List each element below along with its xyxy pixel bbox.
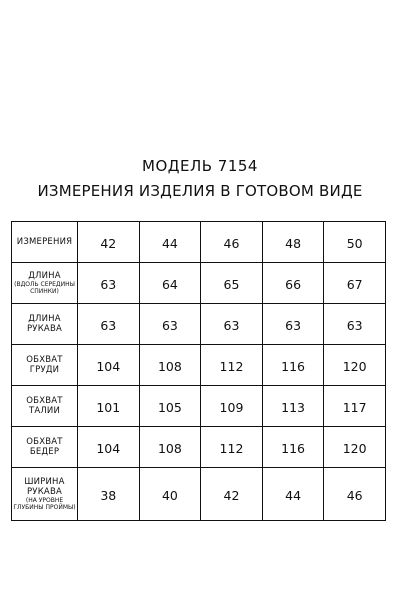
row-label (12, 345, 78, 386)
table-row (12, 345, 386, 386)
cell-value: 42 (223, 487, 240, 503)
cell-value: 63 (161, 317, 178, 333)
table-row (12, 263, 386, 304)
cell-value: 120 (342, 440, 367, 456)
row-sublabel-text: (ВДОЛЬ СЕРЕДИНЫ СПИНКИ) (14, 281, 75, 295)
value-cell (139, 386, 201, 427)
value-cell (78, 427, 140, 468)
row-label-text: ДЛИНА (28, 271, 61, 281)
cell-value: 113 (281, 399, 305, 415)
row-label-text: БЕДЕР (29, 447, 60, 457)
cell-value: 109 (219, 399, 244, 415)
value-cell (139, 345, 201, 386)
value-cell (139, 304, 201, 345)
table-row (12, 386, 386, 427)
size-value: 46 (223, 235, 240, 251)
size-cell (324, 222, 386, 263)
table-header-row (12, 222, 386, 263)
cell-value: 44 (285, 487, 302, 503)
cell-value: 66 (285, 276, 302, 292)
row-sublabel-text: (НА УРОВНЕ ГЛУБИНЫ ПРОЙМЫ) (13, 497, 76, 511)
value-cell (324, 345, 386, 386)
row-label-text: ГРУДИ (29, 365, 60, 375)
cell-value: 104 (96, 440, 121, 456)
value-cell (201, 345, 263, 386)
size-cell (262, 222, 324, 263)
size-value: 48 (285, 235, 302, 251)
cell-value: 63 (346, 317, 363, 333)
row-label-text: ТАЛИИ (28, 406, 61, 416)
size-value: 44 (161, 235, 178, 251)
value-cell (78, 345, 140, 386)
value-cell (324, 468, 386, 521)
value-cell (78, 304, 140, 345)
value-cell (201, 427, 263, 468)
row-label-text: ОБХВАТ (26, 355, 63, 365)
cell-value: 101 (96, 399, 121, 415)
value-cell (139, 427, 201, 468)
model-number: МОДЕЛЬ 7154 (142, 157, 258, 175)
cell-value: 46 (346, 487, 363, 503)
table-row (12, 304, 386, 345)
row-label (12, 427, 78, 468)
value-cell (201, 263, 263, 304)
value-cell (78, 468, 140, 521)
cell-value: 112 (219, 358, 244, 374)
value-cell (201, 468, 263, 521)
value-cell (78, 263, 140, 304)
row-label (12, 222, 78, 263)
cell-value: 63 (100, 317, 117, 333)
table-row (12, 468, 386, 521)
cell-value: 65 (223, 276, 240, 292)
cell-value: 116 (281, 358, 305, 374)
value-cell (262, 468, 324, 521)
cell-value: 108 (157, 440, 182, 456)
value-cell (262, 345, 324, 386)
row-label-text: РУКАВА (26, 487, 62, 497)
value-cell (201, 386, 263, 427)
value-cell (324, 386, 386, 427)
size-cell (201, 222, 263, 263)
row-label (12, 386, 78, 427)
row-label (12, 304, 78, 345)
row-label-text: ОБХВАТ (26, 396, 63, 406)
measurements-table (11, 221, 386, 521)
cell-value: 63 (223, 317, 240, 333)
row-label-text: РУКАВА (26, 324, 62, 334)
cell-value: 108 (157, 358, 182, 374)
cell-value: 117 (342, 399, 367, 415)
row-label (12, 263, 78, 304)
value-cell (201, 304, 263, 345)
cell-value: 104 (96, 358, 121, 374)
value-cell (262, 427, 324, 468)
size-value: 42 (100, 235, 117, 251)
size-cell (78, 222, 140, 263)
row-label-text: ШИРИНА (24, 477, 65, 487)
value-cell (324, 427, 386, 468)
row-label-text: ИЗМЕРЕНИЯ (16, 237, 73, 247)
value-cell (78, 386, 140, 427)
cell-value: 120 (342, 358, 367, 374)
value-cell (262, 263, 324, 304)
value-cell (139, 263, 201, 304)
cell-value: 64 (161, 276, 178, 292)
cell-value: 116 (281, 440, 305, 456)
size-value: 50 (346, 235, 363, 251)
cell-value: 63 (285, 317, 302, 333)
cell-value: 67 (346, 276, 363, 292)
cell-value: 40 (161, 487, 178, 503)
row-label-text: ДЛИНА (28, 314, 61, 324)
table-row (12, 427, 386, 468)
row-label-text: ОБХВАТ (26, 437, 63, 447)
cell-value: 38 (100, 487, 117, 503)
value-cell (324, 263, 386, 304)
size-cell (139, 222, 201, 263)
row-label (12, 468, 78, 521)
value-cell (262, 304, 324, 345)
cell-value: 63 (100, 276, 117, 292)
cell-value: 112 (219, 440, 244, 456)
value-cell (262, 386, 324, 427)
page-title: ИЗМЕРЕНИЯ ИЗДЕЛИЯ В ГОТОВОМ ВИДЕ (37, 182, 363, 200)
value-cell (324, 304, 386, 345)
cell-value: 105 (157, 399, 182, 415)
value-cell (139, 468, 201, 521)
